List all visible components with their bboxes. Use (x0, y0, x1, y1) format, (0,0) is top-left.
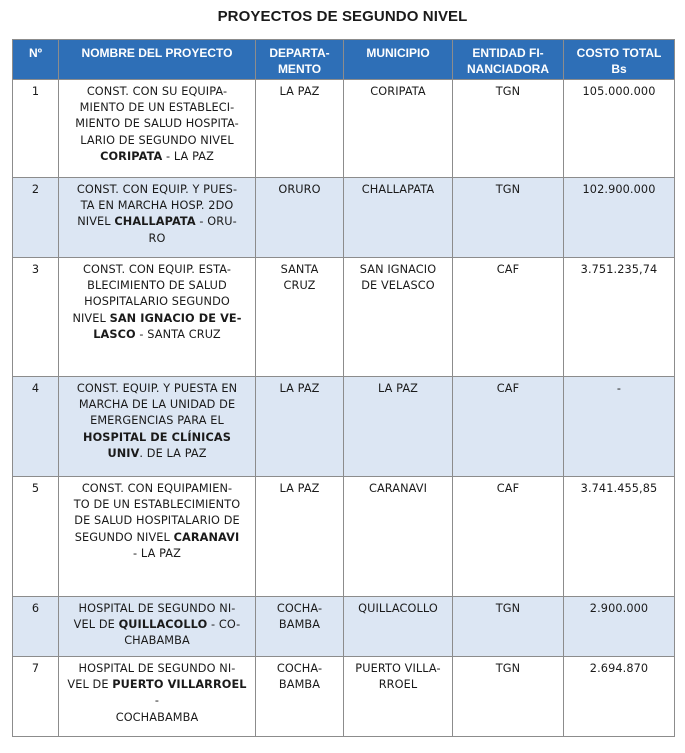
header-department: DEPARTA- MENTO (256, 40, 344, 80)
cell-financing-entity: TGN (453, 657, 564, 737)
cell-department: LA PAZ (256, 477, 344, 597)
project-name-line: SEGUNDO NIVEL CARANAVI (74, 530, 240, 544)
project-place-name: CORIPATA (100, 149, 163, 163)
header-financing-entity: ENTIDAD FI- NANCIADORA (453, 40, 564, 80)
cell-total-cost: 2.900.000 (564, 597, 675, 657)
cell-municipality: CORIPATA (344, 80, 453, 178)
cell-financing-entity: CAF (453, 477, 564, 597)
project-place-name: PUERTO VILLARROEL (112, 678, 247, 692)
cell-project-name (59, 597, 256, 657)
cell-municipality: CARANAVI (344, 477, 453, 597)
cell-department: COCHA- BAMBA (256, 657, 344, 737)
project-name-line: CONST. CON EQUIP. ESTA- (82, 263, 232, 276)
table-row (13, 597, 675, 657)
cell-department: COCHA- BAMBA (256, 597, 344, 657)
project-name-line: BLECIMIENTO DE SALUD (87, 279, 227, 293)
cell-municipality: CHALLAPATA (344, 178, 453, 258)
cell-department: LA PAZ (256, 80, 344, 178)
project-name-line: MIENTO DE UN ESTABLECI- (79, 101, 235, 115)
table-row (13, 258, 675, 377)
project-place-name: HOSPITAL DE CLÍNICAS (83, 430, 231, 444)
table-row (13, 477, 675, 597)
cell-number: 5 (13, 477, 59, 597)
project-name-line: EMERGENCIAS PARA EL (90, 414, 224, 428)
cell-total-cost: - (564, 377, 675, 477)
project-place-name: LASCO (93, 327, 136, 341)
cell-number: 6 (13, 597, 59, 657)
table-row (13, 80, 675, 178)
project-name-line: TA EN MARCHA HOSP. 2DO (80, 199, 234, 213)
cell-project-name (59, 477, 256, 597)
project-name-line: DE SALUD HOSPITALARIO DE (74, 514, 240, 528)
project-place-name: UNIV (107, 446, 140, 460)
cell-financing-entity: TGN (453, 597, 564, 657)
project-name-line: CONST. CON EQUIP. Y PUES- (76, 183, 238, 196)
header-number: Nº (13, 40, 59, 80)
project-name-line: MARCHA DE LA UNIDAD DE (78, 398, 236, 412)
project-place-name: CARANAVI (173, 530, 240, 544)
cell-number: 2 (13, 178, 59, 258)
project-name-line: - LA PAZ (133, 546, 181, 560)
project-name-line: UNIV. DE LA PAZ (107, 446, 207, 460)
cell-municipality: SAN IGNACIO DE VELASCO (344, 258, 453, 377)
cell-financing-entity: TGN (453, 178, 564, 258)
cell-total-cost: 3.741.455,85 (564, 477, 675, 597)
header-project-name: NOMBRE DEL PROYECTO (59, 40, 256, 80)
project-name-line: CONST. CON EQUIPAMIEN- (81, 482, 233, 495)
cell-project-name (59, 377, 256, 477)
cell-project-name (59, 657, 256, 737)
project-name-line: TO DE UN ESTABLECIMIENTO (73, 498, 241, 512)
project-name-line: LARIO DE SEGUNDO NIVEL (80, 133, 234, 147)
project-place-name: SAN IGNACIO DE VE- (109, 311, 242, 325)
project-name-line: NIVEL CHALLAPATA - ORU- (77, 215, 237, 229)
cell-financing-entity: TGN (453, 80, 564, 178)
header-total-cost: COSTO TOTAL Bs (564, 40, 675, 80)
projects-table (12, 39, 675, 737)
table-row (13, 657, 675, 737)
cell-total-cost: 2.694.870 (564, 657, 675, 737)
project-name-line: RO (148, 231, 166, 245)
cell-total-cost: 105.000.000 (564, 80, 675, 178)
cell-department: LA PAZ (256, 377, 344, 477)
header-municipality: MUNICIPIO (344, 40, 453, 80)
project-name-line: LASCO - SANTA CRUZ (93, 327, 221, 341)
table-row (13, 178, 675, 258)
project-name-line: VEL DE PUERTO VILLARROEL - (67, 678, 247, 708)
document-title: PROYECTOS DE SEGUNDO NIVEL (217, 8, 468, 25)
table-row (13, 377, 675, 477)
project-name-line: NIVEL SAN IGNACIO DE VE- (72, 311, 242, 325)
cell-project-name (59, 178, 256, 258)
project-name-line: CORIPATA - LA PAZ (100, 149, 214, 163)
cell-financing-entity: CAF (453, 258, 564, 377)
cell-department: SANTA CRUZ (256, 258, 344, 377)
project-name-line (65, 430, 249, 446)
project-name-line: COCHABAMBA (115, 710, 199, 724)
cell-municipality: LA PAZ (344, 377, 453, 477)
project-name-line: CONST. CON SU EQUIPA- (86, 85, 228, 98)
cell-number: 7 (13, 657, 59, 737)
cell-total-cost: 3.751.235,74 (564, 258, 675, 377)
cell-department: ORURO (256, 178, 344, 258)
project-name-line: CHABAMBA (124, 634, 190, 648)
project-place-name: CHALLAPATA (114, 215, 196, 229)
project-name-line: MIENTO DE SALUD HOSPITA- (75, 117, 239, 131)
cell-project-name (59, 80, 256, 178)
cell-project-name (59, 258, 256, 377)
cell-municipality: QUILLACOLLO (344, 597, 453, 657)
cell-number: 1 (13, 80, 59, 178)
project-name-line: VEL DE QUILLACOLLO - CO- (73, 618, 241, 632)
project-name-line: CONST. EQUIP. Y PUESTA EN (76, 382, 238, 395)
project-name-line: HOSPITALARIO SEGUNDO (84, 295, 230, 309)
cell-number: 3 (13, 258, 59, 377)
project-name-line: HOSPITAL DE SEGUNDO NI- (78, 602, 236, 615)
cell-total-cost: 102.900.000 (564, 178, 675, 258)
table-header-row (13, 40, 675, 80)
cell-financing-entity: CAF (453, 377, 564, 477)
project-name-line: HOSPITAL DE SEGUNDO NI- (78, 662, 236, 675)
project-place-name: QUILLACOLLO (118, 618, 208, 632)
cell-municipality: PUERTO VILLA- RROEL (344, 657, 453, 737)
cell-number: 4 (13, 377, 59, 477)
